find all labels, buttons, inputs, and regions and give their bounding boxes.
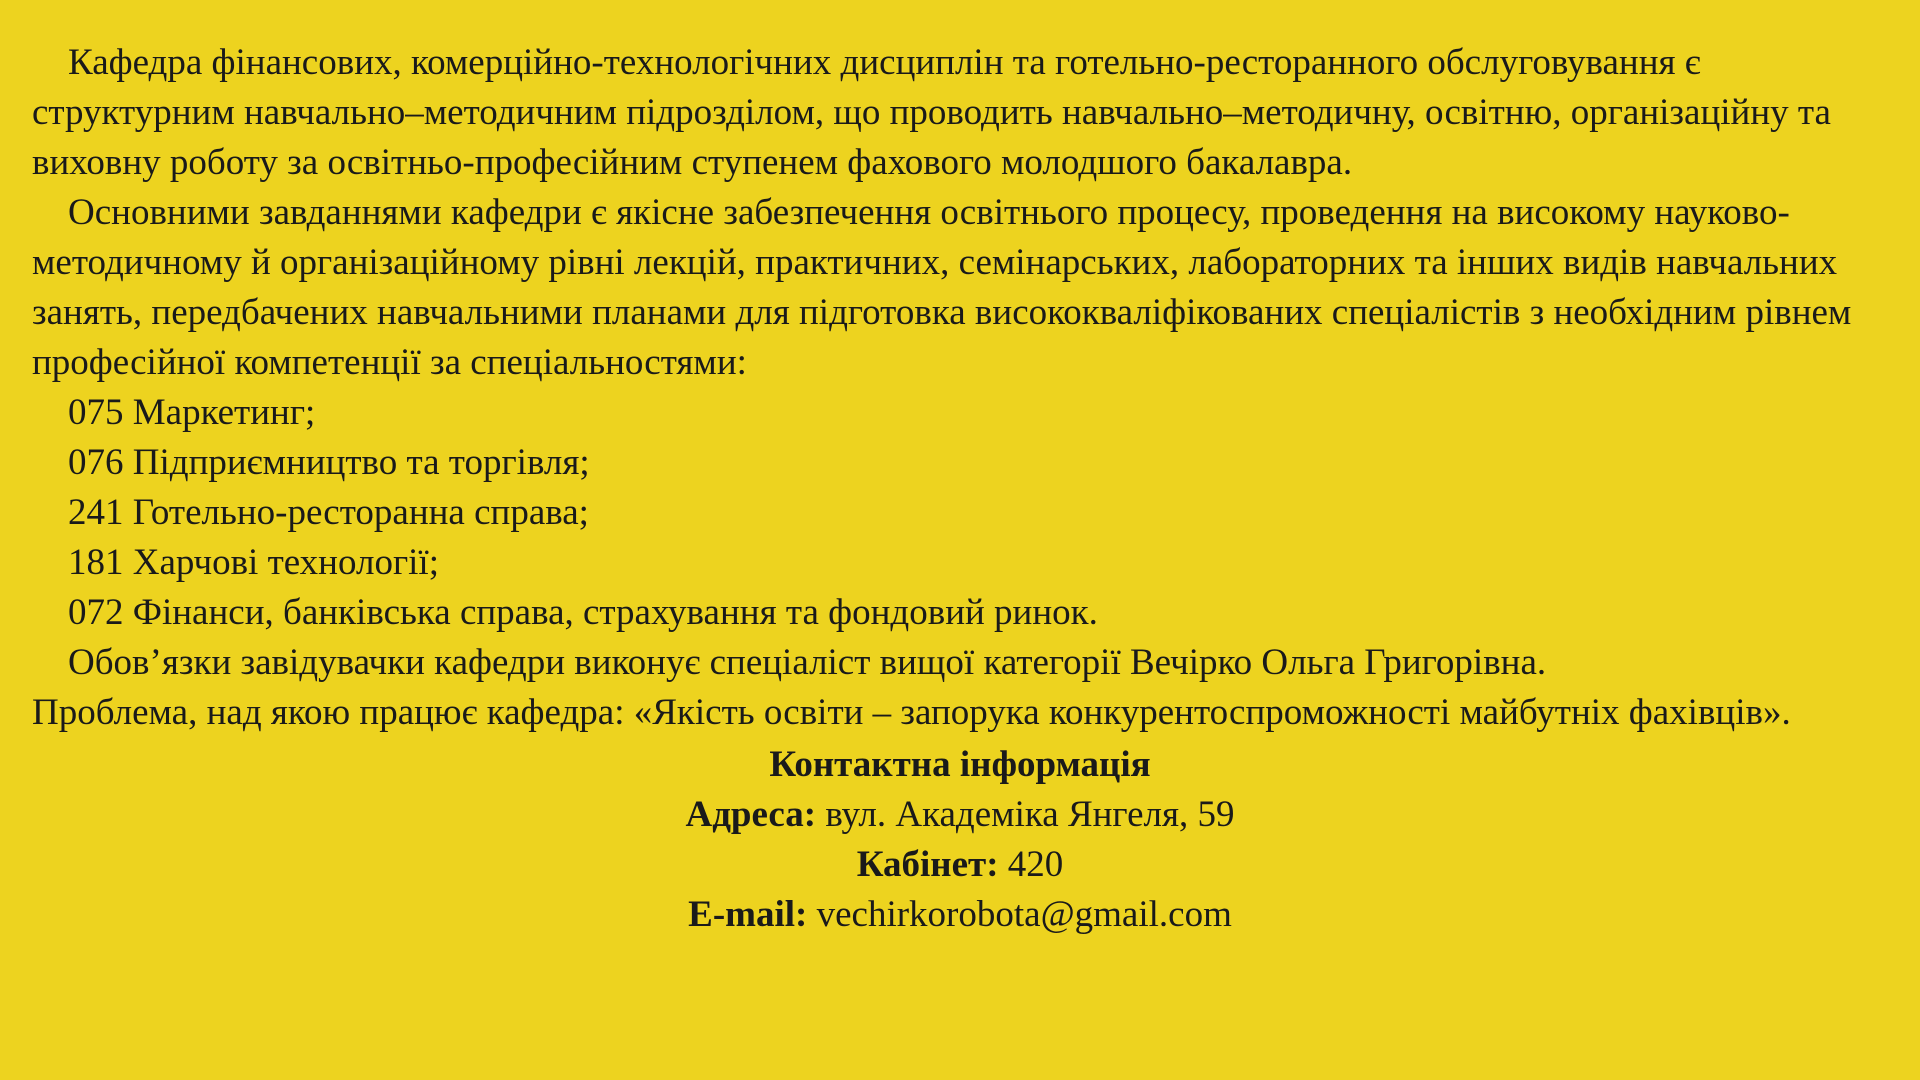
contact-heading: Контактна інформація [769, 744, 1151, 785]
intro-paragraph: Кафедра фінансових, комерційно-технологічних дисциплін та готельно-ресторанного обслуговування є структурним навчально–методичним підрозділом, що проводить навчально–методичну, освітню, організаційну та виховну роботу за освітньо-професійним ступенем фахового молодшого бакалавра. [32, 42, 1831, 183]
specialty-item: 181 Харчові технології; [68, 542, 439, 583]
specialty-item: 241 Готельно-ресторанна справа; [68, 492, 589, 533]
address-label: Адреса: [685, 794, 826, 835]
specialty-item: 075 Маркетинг; [68, 392, 316, 433]
contact-info [32, 740, 1888, 940]
address-value: вул. Академіка Янгеля, 59 [825, 794, 1235, 835]
room-label: Кабінет: [856, 844, 1008, 885]
tasks-paragraph: Основними завданнями кафедри є якісне забезпечення освітнього процесу, проведення на високому науково-методичному й організаційному рівні лекцій, практичних, семінарських, лабораторних та інших видів навчальних занять, передбачених навчальними планами для підготовка висококваліфікованих спеціалістів з необхідним рівнем професійної компетенції за спеціальностями: [32, 192, 1852, 383]
specialties-list [32, 388, 1888, 638]
problem-paragraph: Проблема, над якою працює кафедра: «Якість освіти – запорука конкурентоспроможності майбутніх фахівців». [32, 692, 1791, 733]
head-duties-paragraph: Обов’язки завідувачки кафедри виконує спеціаліст вищої категорії Вечірко Ольга Григорівна. [68, 642, 1547, 683]
specialty-item: 072 Фінанси, банківська справа, страхування та фондовий ринок. [68, 592, 1098, 633]
specialty-item: 076 Підприємництво та торгівля; [68, 442, 590, 483]
email-row [32, 890, 1888, 940]
email-label: E-mail: [688, 894, 817, 935]
address-row [32, 790, 1888, 840]
room-value: 420 [1007, 844, 1064, 885]
document-body [32, 38, 1888, 738]
email-value[interactable]: vechirkorobota@gmail.com [816, 894, 1232, 935]
room-row [32, 840, 1888, 890]
